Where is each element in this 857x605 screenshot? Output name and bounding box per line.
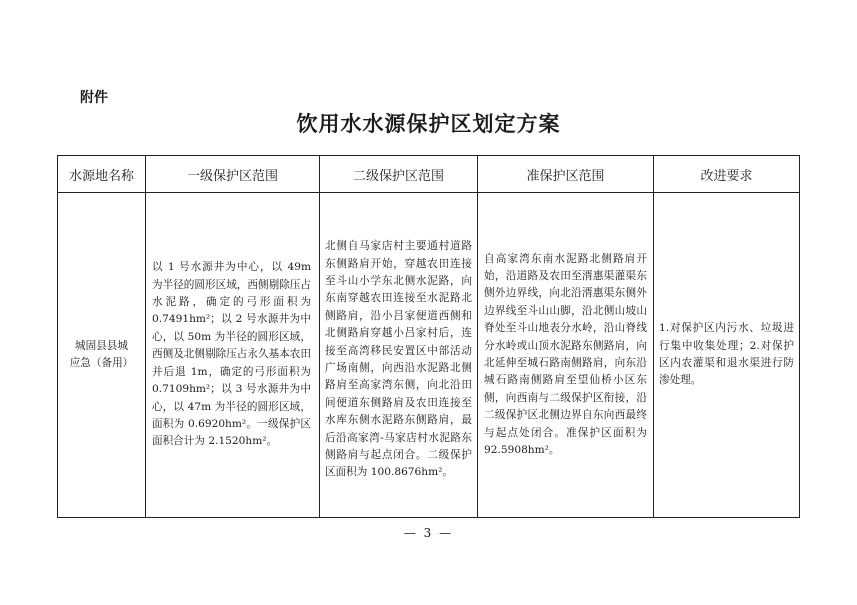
header-source-name: 水源地名称 <box>58 156 146 193</box>
header-first-level: 一级保护区范围 <box>146 156 320 193</box>
attachment-label: 附件 <box>80 90 108 106</box>
table-header-row <box>58 156 800 193</box>
cell-improvement-requirements: 1.对保护区内污水、垃圾进行集中收集处理；2.对保护区内农灌渠和退水渠进行防渗处理。 <box>654 193 800 518</box>
table-row <box>58 193 800 518</box>
page-number: — 3 — <box>403 526 454 540</box>
protection-zone-table <box>57 155 800 518</box>
source-name-line2: 应急（备用） <box>69 357 134 369</box>
source-name-line1: 城固县县城 <box>75 339 128 352</box>
cell-first-level-range: 以 1 号水源井为中心，以 49m 为半径的圆形区域，西侧剔除压占水泥路，确定的弓形面积为 0.7491hm²；以 2 号水源井为中心，以 50m 为半径的圆形区域，西侧及北侧剔除压占永久基本农田并后退 1m，确定的弓形面积为 0.7109hm²；以 3 号水源井为中心，以 47m 为半径的圆形区域，面积为 0.6920hm²。一级保护区面积合计为 2.1520hm²。 <box>146 193 320 518</box>
header-quasi-protection: 准保护区范围 <box>478 156 654 193</box>
document-title: 饮用水水源保护区划定方案 <box>296 112 561 136</box>
header-second-level: 二级保护区范围 <box>320 156 478 193</box>
cell-quasi-protection-range: 自高家湾东南水泥路北侧路肩开始，沿道路及农田至湑惠渠灌渠东侧外边界线，向北沿湑惠渠东侧外边界线至斗山山脚，沿北侧山坡山脊处至斗山地表分水岭，沿山脊线分水岭或山顶水泥路东侧路肩，向北延伸至城石路南侧路肩，向东沿城石路南侧路肩至望仙桥小区东侧，向西南与二级保护区衔接，沿二级保护区北侧边界自东向西最终与起点处闭合。准保护区面积为 92.5908hm²。 <box>478 193 654 518</box>
cell-source-name <box>58 193 146 518</box>
cell-second-level-range: 北侧自马家店村主要通村道路东侧路肩开始，穿越农田连接至斗山小学东北侧水泥路，向东南穿越农田连接至水泥路北侧路肩，沿小吕家便道西侧和北侧路肩穿越小吕家村后，连接至高湾移民安置区中部活动广场南侧，向西沿水泥路北侧路肩至高家湾东侧，向北沿田间便道东侧路肩及农田连接至水库东侧水泥路东侧路肩，最后沿高家湾-马家店村水泥路东侧路肩与起点闭合。二级保护区面积为 100.8676hm²。 <box>320 193 478 518</box>
header-requirements: 改进要求 <box>654 156 800 193</box>
